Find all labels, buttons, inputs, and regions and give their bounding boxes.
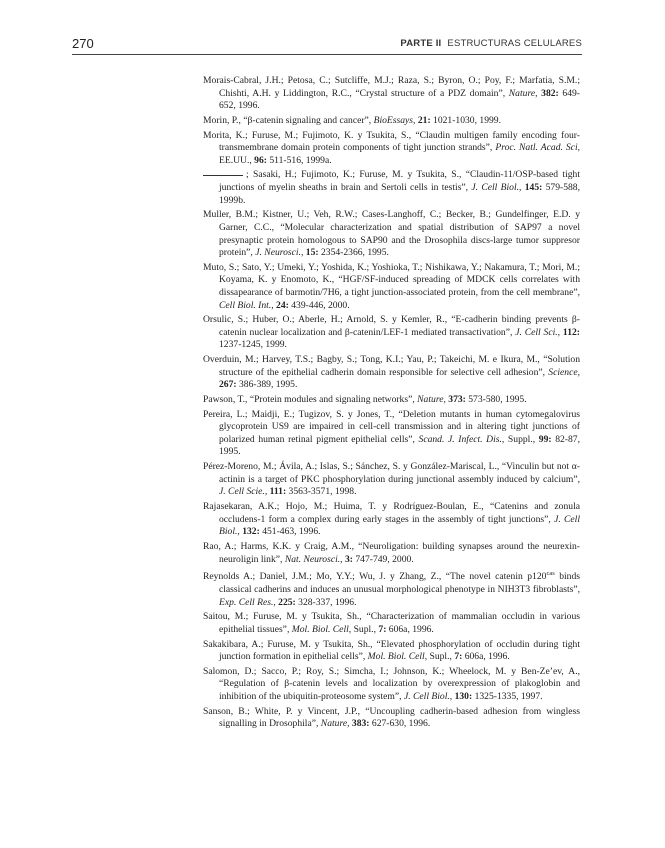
volume-number: 130: — [454, 691, 473, 702]
reference-text: Suppl., — [504, 433, 539, 445]
reference-entry — [203, 75, 580, 113]
reference-text: Reynolds A.; Daniel, J.M.; Mo, Y.Y.; Wu, J. y Zhang, Z., “The novel catenin p120 — [203, 571, 547, 583]
running-head — [400, 38, 582, 49]
reference-text: 649-652, 1996. — [219, 87, 581, 112]
reference-text: 451-463, 1996. — [259, 526, 321, 538]
reference-text: 606a, 1996. — [386, 623, 434, 635]
reference-text: 511-516, 1999a. — [266, 154, 332, 166]
journal-name: Nature, — [508, 87, 538, 99]
journal-name: BioEssays, — [373, 114, 416, 126]
journal-name: J. Cell Scie., — [219, 486, 268, 498]
volume-number: 111: — [269, 486, 287, 498]
volume-number: 3: — [344, 553, 353, 565]
volume-number: 382: — [541, 87, 559, 99]
reference-text: Sakakibara, A.; Furuse, M. y Tsukita, Sh., “Elevated phosphorylation of occludin during tight junction formation in epithelial cells”, — [203, 638, 580, 663]
reference-entry — [203, 394, 580, 407]
journal-name: Mol. Biol. Cell, — [367, 651, 428, 663]
journal-name: Nat. Neurosci., — [284, 553, 343, 565]
reference-text: 747-749, 2000. — [352, 553, 414, 565]
volume-number: 99: — [538, 433, 552, 445]
reference-text: Morin, P., “β-catenin signaling and cancer”, — [203, 114, 374, 126]
reference-text: Rao, A.; Harms, K.K. y Craig, A.M., “Neuroligation: building synapses around the neurexin-neuroligin link”, — [203, 540, 580, 565]
reference-text: 328-337, 1996. — [295, 596, 357, 608]
reference-text: ; Sasaki, H.; Fujimoto, K.; Furuse, M. y Tsukita, S., “Claudin-11/OSP-based tight junctions of myelin sheaths in brain and Sertoli cells in testis”, — [219, 169, 580, 194]
reference-text: Sanson, B.; White, P. y Vincent, J.P., “Uncoupling cadherin-based adhesion from wingless signalling in Drosophila”, — [203, 705, 580, 730]
journal-name: J. Cell Biol., — [471, 182, 522, 194]
journal-name: Proc. Natl. Acad. Sci, — [495, 142, 581, 154]
reference-entry — [203, 130, 580, 168]
reference-entry — [203, 666, 580, 704]
reference-text: Pawson, T., “Protein modules and signaling networks”, — [203, 394, 418, 405]
reference-text: 3563-3571, 1998. — [286, 486, 357, 498]
journal-name: Exp. Cell Res., — [219, 596, 276, 608]
section-title: ESTRUCTURAS CELULARES — [447, 38, 582, 49]
reference-text: 627-630, 1996. — [369, 718, 431, 730]
reference-text: 1325-1335, 1997. — [472, 691, 543, 702]
journal-name: J. Cell Biol., — [403, 691, 453, 702]
reference-entry — [203, 354, 580, 392]
reference-text: Supl., — [427, 651, 455, 663]
reference-text: 606a, 1996. — [462, 651, 510, 663]
volume-number: 7: — [454, 651, 463, 663]
reference-text: Rajasekaran, A.K.; Hojo, M.; Huima, T. y Rodríguez-Boulan, E., “Catenins and zonula occludens-1 form a complex during early stages in the assembly of tight junctions”, — [203, 501, 580, 525]
superscript: cas — [546, 570, 555, 578]
volume-number: 225: — [278, 596, 296, 608]
reference-entry — [203, 262, 580, 312]
journal-name: J. Neurosci., — [255, 247, 304, 259]
volume-number: 21: — [417, 114, 431, 126]
reference-text: Saitou, M.; Furuse, M. y Tsukita, Sh., “Characterization of mammalian occludin in various epithelial tissues”, — [203, 611, 580, 635]
reference-entry — [203, 115, 580, 128]
volume-number: 132: — [242, 526, 260, 538]
reference-text: Salomon, D.; Sacco, P.; Roy, S.; Simcha, I.; Johnson, K.; Wheelock, M. y Ben-Ze’ev, A., “Regulation of β-catenin levels and localization by overexpression of plakoglobin and inhibition of the ubiquitin-proteosome system”, — [203, 665, 580, 702]
journal-name: Nature, — [320, 718, 350, 730]
reference-text: EE.UU., — [219, 154, 255, 166]
journal-name: J. Cell Biol., — [219, 513, 580, 538]
volume-number: 373: — [448, 394, 466, 405]
reference-list — [203, 75, 580, 733]
reference-text: Supl., — [351, 623, 379, 635]
volume-number: 145: — [524, 182, 543, 194]
reference-entry — [203, 501, 580, 539]
reference-entry — [203, 314, 580, 352]
page-number: 270 — [72, 36, 94, 51]
reference-entry — [203, 169, 580, 207]
reference-text: 2354-2366, 1995. — [318, 247, 389, 259]
journal-name: Science, — [548, 366, 580, 378]
reference-entry — [203, 461, 580, 499]
reference-entry — [203, 706, 580, 731]
journal-name: J. Cell Sci., — [515, 326, 561, 338]
reference-text: Pereira, L.; Maidji, E.; Tugizov, S. y Jones, T., “Deletion mutants in human cytomegalovirus glycoprotein US9 are impaired in cell-cell transmission and in altering tight junctions of polarized human retinal pigment epithelial cells”, — [203, 408, 580, 445]
reference-text: 386-389, 1995. — [236, 379, 298, 391]
part-label: PARTE II — [400, 38, 442, 49]
repeated-author-dash — [203, 175, 243, 176]
reference-text: Overduin, M.; Harvey, T.S.; Bagby, S.; Tong, K.I.; Yau, P.; Takeichi, M. e Ikura, M., “Solution structure of the epithelial cadherin domain responsible for selective cell adhesion”, — [203, 354, 580, 378]
journal-name: Nature, — [417, 394, 446, 405]
reference-text: Morais-Cabral, J.H.; Petosa, C.; Sutcliffe, M.J.; Raza, S.; Byron, O.; Poy, F.; Marfatia, S.M.; Chishti, A.H. y Liddington, R.C., “Crystal structure of a PDZ domain”, — [203, 75, 580, 99]
reference-text: Morita, K.; Furuse, M.; Fujimoto, K. y Tsukita, S., “Claudin multigen family encoding four-transmembrane domain protein components of tight junction strands”, — [203, 129, 580, 154]
reference-text: Muto, S.; Sato, Y.; Umeki, Y.; Yoshida, K.; Yoshioka, T.; Nishikawa, Y.; Nakamura, T.; Mori, M.; Koyama, K. y Enomoto, K., “HGF/SF-induced spreading of MDCK cells correlates with dissapearance of barmotin/7H6, a tight junction-associated protein, from the cell membrane”, — [203, 261, 580, 298]
volume-number: 96: — [254, 154, 267, 166]
reference-entry — [203, 639, 580, 664]
volume-number: 15: — [305, 247, 319, 259]
volume-number: 24: — [276, 299, 289, 311]
journal-name: Cell Biol. Int., — [219, 299, 274, 311]
reference-entry — [203, 611, 580, 636]
volume-number: 7: — [378, 623, 387, 635]
volume-number: 383: — [351, 718, 370, 730]
reference-entry — [203, 541, 580, 566]
reference-text: Muller, B.M.; Kistner, U.; Veh, R.W.; Cases-Langhoff, C.; Becker, B.; Gundelfinger, E.D. y Garner, C.C., “Molecular characterization and spatial distribution of SAP97 a novel presynaptic protein homologous to SAP90 and the Drosophila discs-large tumor suppresor protein”, — [203, 209, 580, 259]
reference-text: 1021-1030, 1999. — [430, 114, 501, 126]
reference-entry — [203, 568, 580, 609]
reference-text: 1237-1245, 1999. — [219, 339, 287, 351]
reference-text: binds classical cadherins and induces an unusual morphological phenotype in NIH3T3 fibroblasts”, — [219, 571, 580, 595]
volume-number: 267: — [219, 379, 237, 391]
reference-entry — [203, 409, 580, 459]
reference-text: Pérez-Moreno, M.; Ávila, A.; Islas, S.; Sánchez, S. y González-Mariscal, L., “Vinculin but not α-actinin is a target of PKC phosphorylation during junctional assembly induced by calcium”, — [203, 461, 580, 485]
reference-text: Orsulic, S.; Huber, O.; Aberle, H.; Arnold, S. y Kemler, R., “E-cadherin binding prevents β-catenin nuclear localization and β-catenin/LEF-1 mediated transactivation”, — [203, 314, 580, 338]
reference-text: 82-87, 1995. — [219, 433, 580, 458]
journal-name: Scand. J. Infect. Dis., — [418, 433, 505, 445]
reference-text: 573-580, 1995. — [465, 394, 527, 405]
reference-entry — [203, 209, 580, 259]
running-header — [72, 36, 582, 55]
journal-name: Mol. Biol. Cell, — [291, 623, 352, 635]
volume-number: 112: — [562, 326, 580, 338]
reference-text: 579-588, 1999b. — [219, 182, 581, 206]
reference-text: 439-446, 2000. — [288, 299, 350, 311]
